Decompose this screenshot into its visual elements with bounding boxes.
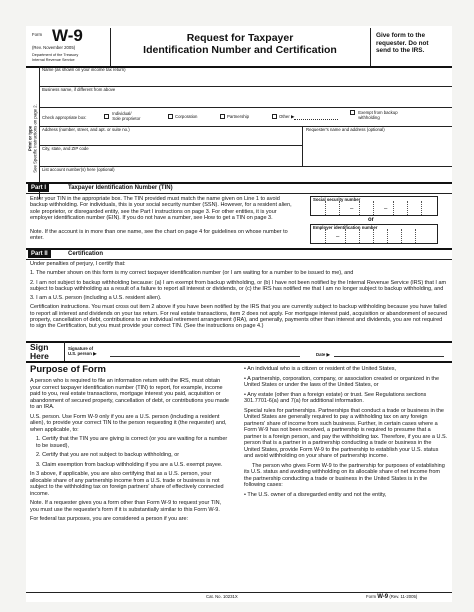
other-checkbox-group[interactable]: Other ▶ xyxy=(272,114,294,119)
date-label: Date ▶ xyxy=(316,352,330,357)
account-number-label: List account number(s) here (optional) xyxy=(42,167,115,172)
part-1-tag: Part I xyxy=(28,184,49,192)
purpose-left-column: A person who is required to file an information return with the IRS, must obtain your correct taxpayer identification number (TIN) to report, for example, income paid to you, real estate transactions, mortgage interest you paid, acquisition or abandonment of secured property, cancellation of debt, or contributions you made to an IRA. U.S. person. Use Form W-9 only if you are a U.S. person (including a resident alien), to provide your correct TIN to the person requesting it (the requester) and, when applicable, to: 1. Certify that the TIN you are giving is correct (or you are waiting for a number to be issued), 2. Certify that you are not subject to backup withholding, or 3. Claim exemption from backup withholding if you are a U.S. exempt payee. In 3 above, if applicable, you are also certifying that as a U.S. person, your allocable share of any partnership income from a U.S. trade or business is not subject to the withholding tax on foreign partners' share of effectively connected income. Note. If a requester gives you a form other than Form W-9 to request your TIN, you must use the requester's form if it is substantially similar to this Form W-9. For federal tax purposes, you are considered a person if you are: xyxy=(30,378,229,522)
purpose-right-column: • An individual who is a citizen or resident of the United States, • A partnership, corporation, company, or association created or organized in the United States or under the laws of the United States, or • Any estate (other than a foreign estate) or trust. See Regulations sections 301.7701-6(a) and 7(a) for additional information. Special rules for partnerships. Partnerships that conduct a trade or business in the United States are generally required to pay a withholding tax on any foreign partners' share of income from such business. Further, in certain cases where a Form W-9 has not been received, a partnership is required to presume that a partner is a foreign person, and pay the withholding tax. Therefore, if you are a U.S. person that is a partner in a partnership conducting a trade or business in the United States, provide Form W-9 to the partnership to establish your U.S. status and avoid withholding on your share of partnership income. The person who gives Form W-9 to the partnership for purposes of establishing its U.S. status and avoiding withholding on its allocable share of net income from the partnership conducting a trade or business in the United States is in the following cases: • The U.S. owner of a disregarded entity and not the entity, xyxy=(244,366,448,498)
exempt-checkbox[interactable] xyxy=(350,110,355,115)
ein-box[interactable]: Employer identification number – xyxy=(310,224,438,244)
form-label: Form xyxy=(32,32,43,37)
give-form-note: Give form to the requester. Do not send to the IRS. xyxy=(376,32,429,54)
part-1-note: Note. If the account is in more than one name, see the chart on page 4 for guidelines on whose number to enter. xyxy=(30,229,288,242)
part-1-text: Enter your TIN in the appropriate box. The TIN provided must match the name given on Line 1 to avoid backup withholding. For individuals, this is your social security number (SSN). However, for a resident alien, sole proprietor, or disregarded entity, see the Part I instructions on page 3. For other entities, it is your employer identification number (EIN). If you do not have a number, see How to get a TIN on page 3. xyxy=(30,196,292,221)
footer-form-id: Form W-9 (Rev. 11-2005) xyxy=(366,594,418,600)
form-revision: (Rev. November 2005) xyxy=(32,45,76,50)
part-2-tag: Part II xyxy=(28,250,51,258)
form-title-line2: Identification Number and Certification xyxy=(143,44,337,56)
ssn-box[interactable]: Social security number – – xyxy=(310,196,438,216)
irs-label: Internal Revenue Service xyxy=(32,58,75,62)
form-title-line1: Request for Taxpayer xyxy=(186,32,294,44)
purpose-heading: Purpose of Form xyxy=(30,364,107,375)
catalog-number: Cat. No. 10231X xyxy=(206,594,238,599)
or-label: or xyxy=(368,217,374,223)
part-1-title: Taxpayer Identification Number (TIN) xyxy=(68,185,173,191)
other-checkbox[interactable] xyxy=(272,114,277,119)
certification-body: Under penalties of perjury, I certify that: 1. The number shown on this form is my correct taxpayer identification number (or I am waiting for a number to be issued to me), and 2. I am not subject to backup withholding because: (a) I am exempt from backup withholding, or (b) I have not been notified by the Internal Revenue Service (IRS) that I am subject to backup withholding as a result of a failure to report all interest or dividends, or (c) the IRS has notified me that I am no longer subject to backup withholding, and 3. I am a U.S. person (including a U.S. resident alien). Certification instructions. You must cross out item 2 above if you have been notified by the IRS that you are currently subject to backup withholding because you have failed to report all interest and dividends on your tax return. For real estate transactions, item 2 does not apply. For mortgage interest paid, acquisition or abandonment of secured property, cancellation of debt, contributions to an individual retirement arrangement (IRA), and generally, payments other than interest and dividends, you are not required to sign the Certification, but you must provide your correct TIN. (See the instructions on page 4.) xyxy=(30,261,448,330)
individual-checkbox[interactable] xyxy=(104,114,109,119)
signature-label: Signature of U.S. person ▶ xyxy=(68,346,97,356)
city-state-zip-label: City, state, and ZIP code xyxy=(42,146,89,151)
corporation-checkbox-group[interactable]: Corporation xyxy=(168,114,197,119)
part-2-title: Certification xyxy=(68,251,104,257)
date-line[interactable] xyxy=(334,356,444,357)
print-or-type-label: Print or type See Specific Instructions on page 2. xyxy=(27,104,37,173)
form-number: W-9 xyxy=(52,26,83,45)
address-label: Address (number, street, and apt. or suite no.) xyxy=(42,127,130,132)
w9-form-page xyxy=(26,26,452,602)
partnership-checkbox-group[interactable]: Partnership xyxy=(220,114,249,119)
corporation-checkbox[interactable] xyxy=(168,114,173,119)
individual-checkbox-group[interactable]: Individual/ Sole proprietor xyxy=(104,111,140,121)
department: Department of the Treasury xyxy=(32,53,79,57)
check-box-label: Check appropriate box: xyxy=(42,115,87,120)
partnership-checkbox[interactable] xyxy=(220,114,225,119)
sign-here-label: Sign Here xyxy=(30,342,49,361)
requester-label: Requester's name and address (optional) xyxy=(306,127,385,132)
signature-line[interactable] xyxy=(110,356,300,357)
business-name-label: Business name, if different from above xyxy=(42,87,116,92)
exempt-checkbox-group[interactable]: Exempt from backup withholding xyxy=(350,110,398,120)
name-field-label: Name (as shown on your income tax return) xyxy=(42,67,126,72)
